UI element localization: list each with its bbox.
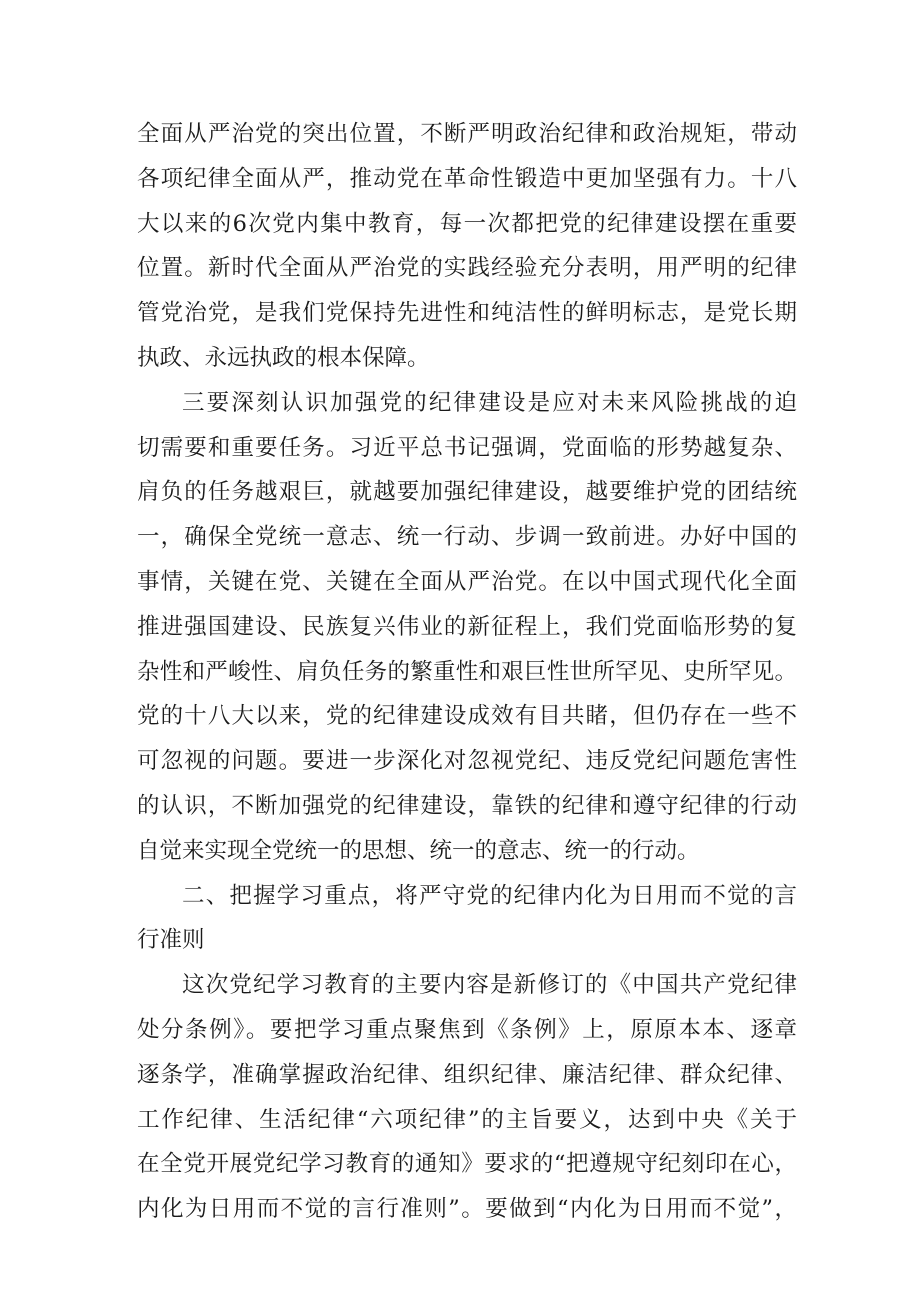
text-line: 行准则 bbox=[137, 927, 205, 954]
text-line: 全面从严治党的突出位置，不断严明政治纪律和政治规矩，带动 bbox=[137, 121, 797, 147]
text-line: 切需要和重要任务。习近平总书记强调，党面临的形势越复杂、 bbox=[137, 434, 797, 461]
text-line: 事情，关键在党、关键在全面从严治党。在以中国式现代化全面 bbox=[137, 568, 797, 595]
text-line: 一，确保全党统一意志、统一行动、步调一致前进。办好中国的 bbox=[137, 524, 797, 551]
text-line: 的认识，不断加强党的纪律建设，靠铁的纪律和遵守纪律的行动 bbox=[137, 792, 797, 819]
text-line: 各项纪律全面从严，推动党在革命性锻造中更加坚强有力。十八 bbox=[137, 165, 797, 192]
text-line: 党的十八大以来，党的纪律建设成效有目共睹，但仍存在一些不 bbox=[137, 703, 797, 730]
document-body bbox=[137, 112, 797, 1232]
paragraph-1 bbox=[137, 112, 797, 381]
text-line: 逐条学，准确掌握政治纪律、组织纪律、廉洁纪律、群众纪律、 bbox=[137, 1061, 797, 1088]
text-line: 工作纪律、生活纪律“六项纪律”的主旨要义，达到中央《关于 bbox=[137, 1106, 797, 1133]
text-line: 可忽视的问题。要进一步深化对忽视党纪、违反党纪问题危害性 bbox=[137, 748, 797, 775]
text-line: 在全党开展党纪学习教育的通知》要求的“把遵规守纪刻印在心， bbox=[137, 1151, 797, 1178]
text-line: 管党治党，是我们党保持先进性和纯洁性的鲜明标志，是党长期 bbox=[137, 300, 797, 327]
section-heading bbox=[137, 874, 797, 964]
text-line: 二、把握学习重点，将严守党的纪律内化为日用而不觉的言 bbox=[182, 882, 797, 909]
text-line: 三要深刻认识加强党的纪律建设是应对未来风险挑战的迫 bbox=[182, 389, 797, 416]
paragraph-3 bbox=[137, 963, 797, 1232]
text-line: 位置。新时代全面从严治党的实践经验充分表明，用严明的纪律 bbox=[137, 255, 797, 282]
text-line: 处分条例》。要把学习重点聚焦到《条例》上，原原本本、逐章 bbox=[137, 1016, 797, 1043]
text-line: 大以来的6次党内集中教育，每一次都把党的纪律建设摆在重要 bbox=[137, 210, 797, 237]
text-line: 执政、永远执政的根本保障。 bbox=[137, 344, 430, 371]
text-line: 推进强国建设、民族复兴伟业的新征程上，我们党面临形势的复 bbox=[137, 613, 797, 640]
text-line: 肩负的任务越艰巨，就越要加强纪律建设，越要维护党的团结统 bbox=[137, 479, 797, 506]
text-line: 杂性和严峻性、肩负任务的繁重性和艰巨性世所罕见、史所罕见。 bbox=[137, 658, 797, 685]
text-line: 自觉来实现全党统一的思想、统一的意志、统一的行动。 bbox=[137, 837, 700, 864]
paragraph-2 bbox=[137, 381, 797, 874]
text-line: 内化为日用而不觉的言行准则”。要做到“内化为日用而不觉”， bbox=[137, 1196, 797, 1223]
text-line: 这次党纪学习教育的主要内容是新修订的《中国共产党纪律 bbox=[182, 972, 797, 999]
